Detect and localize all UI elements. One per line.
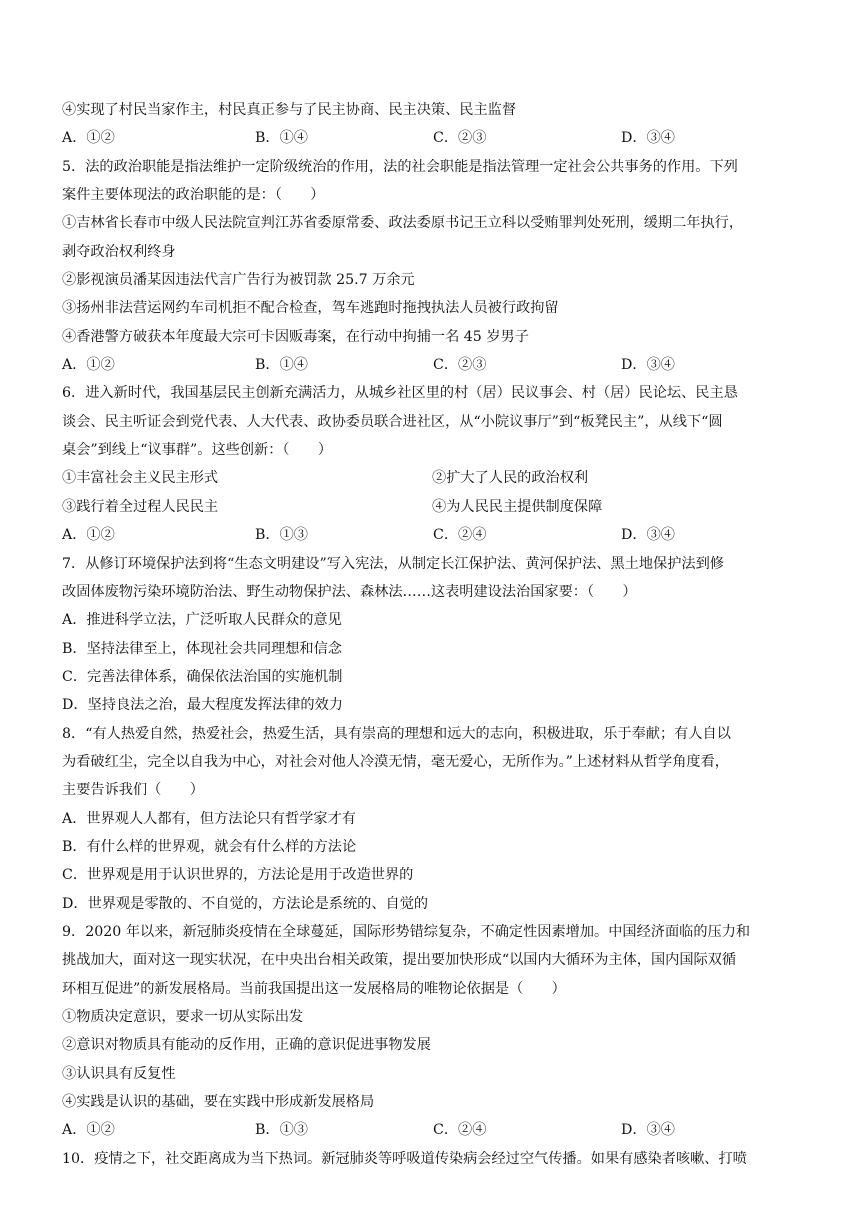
- q5-option-d: D．③④: [621, 357, 675, 374]
- q4-item-4: ④实现了村民当家作主，村民真正参与了民主协商、民主决策、民主监督: [62, 102, 517, 118]
- q6-stem-line-2: 谈会、民主听证会到党代表、人大代表、政协委员联合进社区，从“小院议事厅”到“板凳民主”，从线下“圆: [62, 413, 723, 430]
- q5-option-a: A．①②: [62, 357, 115, 374]
- q8-option-c: C．世界观是用于认识世界的，方法论是用于改造世界的: [62, 867, 414, 884]
- q5-item-1-line-2: 剥夺政治权利终身: [62, 243, 176, 260]
- q9-item-1: ①物质决定意识，要求一切从实际出发: [62, 1009, 304, 1025]
- q6-option-a: A．①②: [62, 527, 115, 544]
- q5-item-4: ④香港警方破获本年度最大宗可卡因贩毒案，在行动中拘捕一名 45 岁男子: [62, 328, 529, 345]
- q9-item-4: ④实践是认识的基础，要在实践中形成新发展格局: [62, 1094, 375, 1111]
- q8-stem-line-2: 为看破红尘，完全以自我为中心，对社会对他人冷漠无情，毫无爱心，无所作为。”上述材料从哲学角度看，: [62, 753, 729, 770]
- q6-option-c: C．②④: [433, 527, 487, 544]
- q7-option-c: C．完善法律体系，确保依法治国的实施机制: [62, 668, 343, 685]
- q7-option-a: A．推进科学立法，广泛听取人民群众的意见: [62, 612, 342, 629]
- q6-option-d: D．③④: [621, 527, 675, 544]
- q9-item-3: ③认识具有反复性: [62, 1065, 176, 1082]
- q6-items-row-2: [62, 493, 798, 521]
- q5-stem-line-1: 5．法的政治职能是指法维护一定阶级统治的作用，法的社会职能是指法管理一定社会公共事务的作用。下列: [62, 158, 738, 175]
- q5-item-1-line-1: ①吉林省长春市中级人民法院宣判江苏省委原常委、政法委原书记王立科以受贿罪判处死刑，缓期二年执行，: [62, 215, 744, 232]
- q4-option-b: B．①④: [255, 130, 308, 147]
- q4-option-d: D．③④: [621, 130, 675, 147]
- q9-item-2: ②意识对物质具有能动的反作用，正确的意识促进事物发展: [62, 1037, 431, 1054]
- q9-stem-line-1: 9．2020 年以来，新冠肺炎疫情在全球蔓延，国际形势错综复杂，不确定性因素增加。中国经济面临的压力和: [62, 923, 751, 940]
- q6-stem-line-1: 6．进入新时代，我国基层民主创新充满活力，从城乡社区里的村（居）民议事会、村（居）民论坛、民主恳: [62, 385, 738, 402]
- q6-item-2: ②扩大了人民的政治权利: [432, 470, 589, 487]
- q5-options: [62, 351, 798, 379]
- q7-option-d: D．坚持良法之治，最大程度发挥法律的效力: [62, 697, 343, 714]
- q8-option-a: A．世界观人人都有，但方法论只有哲学家才有: [62, 810, 356, 827]
- q9-option-a: A．①②: [62, 1122, 115, 1139]
- q6-item-1: ①丰富社会主义民主形式: [62, 470, 219, 487]
- q6-option-b: B．①③: [255, 527, 308, 544]
- q10-stem-line-1: 10．疫情之下，社交距离成为当下热词。新冠肺炎等呼吸道传染病会经过空气传播。如果有感染者咳嗽、打喷: [62, 1150, 747, 1167]
- q4-option-a: A．①②: [62, 130, 115, 147]
- q8-option-b: B．有什么样的世界观，就会有什么样的方法论: [62, 838, 357, 855]
- q6-item-3: ③践行着全过程人民民主: [62, 498, 219, 515]
- q6-item-4: ④为人民民主提供制度保障: [432, 498, 603, 515]
- q7-stem-line-2: 改固体废物污染环境防治法、野生动物保护法、森林法……这表明建设法治国家要：（ ）: [62, 583, 637, 600]
- q5-item-2: ②影视演员潘某因违法代言广告行为被罚款 25.7 万余元: [62, 272, 415, 289]
- q9-stem-line-3: 环相互促进”的新发展格局。当前我国提出这一发展格局的唯物论依据是（ ）: [62, 980, 566, 997]
- q6-options: [62, 521, 798, 549]
- q4-options: [62, 124, 798, 152]
- q6-stem-line-3: 桌会”到线上“议事群”。这些创新：（ ）: [62, 442, 333, 459]
- exam-page: [62, 96, 798, 1173]
- q9-option-b: B．①③: [255, 1122, 308, 1139]
- q5-option-b: B．①④: [255, 357, 308, 374]
- q5-stem-line-2: 案件主要体现法的政治职能的是：（ ）: [62, 187, 325, 204]
- q9-option-d: D．③④: [621, 1122, 675, 1139]
- q7-stem-line-1: 7．从修订环境保护法到将“生态文明建设”写入宪法，从制定长江保护法、黄河保护法、黑土地保护法到修: [62, 555, 724, 572]
- q8-option-d: D．世界观是零散的、不自觉的，方法论是系统的、自觉的: [62, 895, 429, 912]
- q9-stem-line-2: 挑战加大，面对这一现实状况，在中央出台相关政策，提出要加快形成“以国内大循环为主体，国内国际双循: [62, 952, 737, 969]
- q9-options: [62, 1116, 798, 1144]
- q5-option-c: C．②③: [433, 357, 487, 374]
- q7-option-b: B．坚持法律至上，体现社会共同理想和信念: [62, 640, 342, 657]
- q5-item-3: ③扬州非法营运网约车司机拒不配合检查，驾车逃跑时拖拽执法人员被行政拘留: [62, 300, 559, 317]
- q8-stem-line-3: 主要告诉我们（ ）: [62, 782, 204, 799]
- q6-items-row-1: [62, 464, 798, 492]
- q4-option-c: C．②③: [433, 130, 487, 147]
- q9-option-c: C．②④: [433, 1122, 487, 1139]
- q8-stem-line-1: 8．“有人热爱自然，热爱社会，热爱生活，具有崇高的理想和远大的志向，积极进取，乐于奉献；有人自以: [62, 725, 731, 742]
